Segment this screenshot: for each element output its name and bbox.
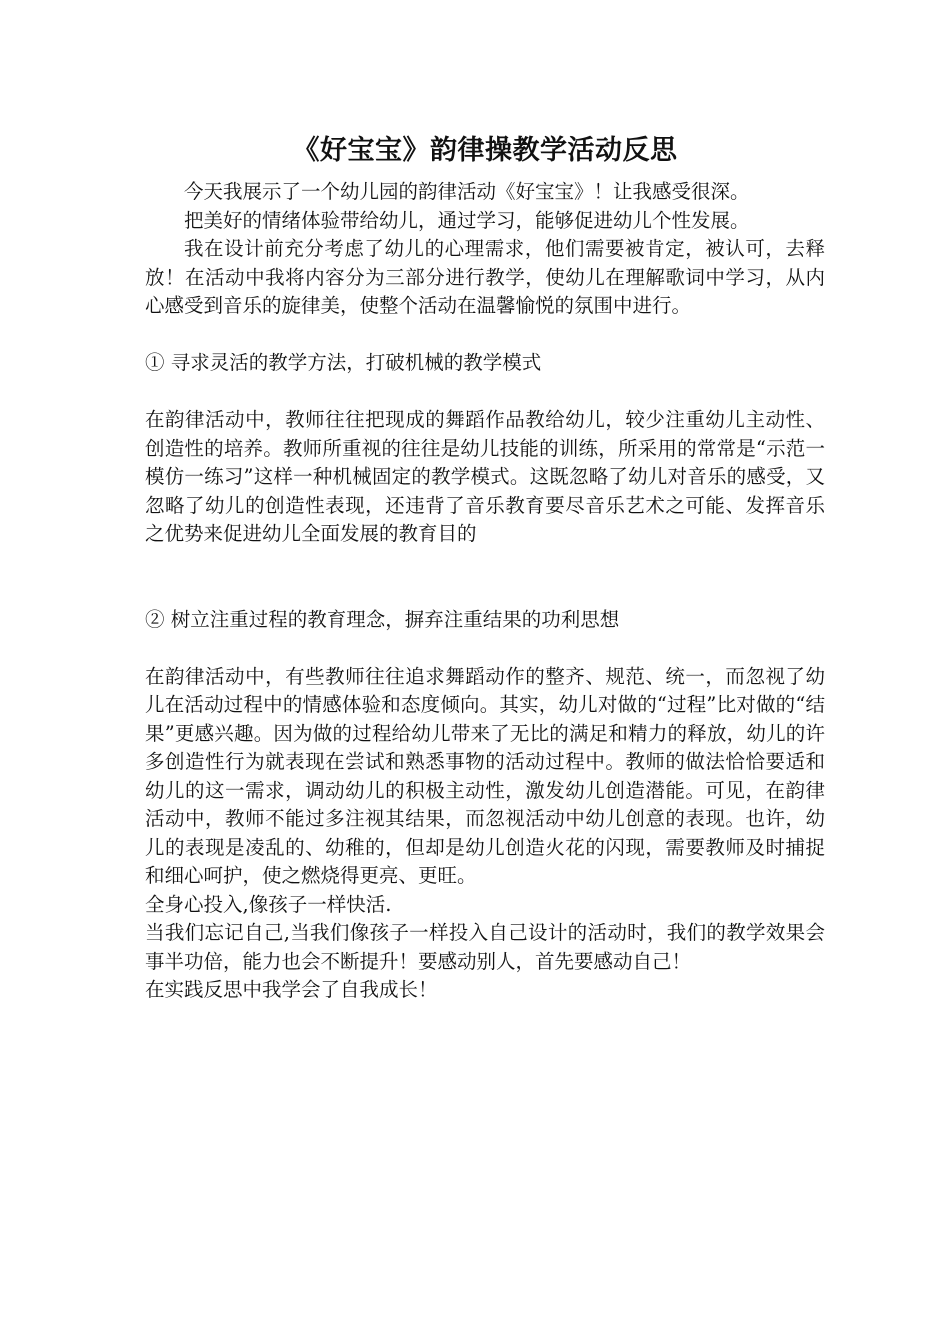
spacer <box>145 549 825 606</box>
intro-paragraph-1: 今天我展示了一个幼儿园的韵律活动《好宝宝》！让我感受很深。 <box>184 180 750 203</box>
section-2-body: 在韵律活动中，有些教师往往追求舞蹈动作的整齐、规范、统一，而忽视了幼儿在活动过程中的情感体验和态度倾向。其实，幼儿对做的“过程”比对做的“结果”更感兴趣。因为做的过程给幼儿带来了无比的满足和精力的释放，幼儿的许多创造性行为就表现在尝试和熟悉事物的活动过程中。教师的做法恰恰要适和幼儿的这一需求，调动幼儿的积极主动性，激发幼儿创造潜能。可见，在韵律活动中，教师不能过多注视其结果，而忽视活动中幼儿创意的表现。也许，幼儿的表现是凌乱的、幼稚的，但却是幼儿创造火花的闪现，需要教师及时捕捉和细心呵护，使之燃烧得更亮、更旺。 <box>145 664 825 887</box>
section-2-heading: ② 树立注重过程的教育理念，摒弃注重结果的功利思想 <box>145 607 620 631</box>
intro-paragraph-2: 把美好的情绪体验带给幼儿，通过学习，能够促进幼儿个性发展。 <box>184 208 750 232</box>
closing-line-3: 在实践反思中我学会了自我成长！ <box>145 978 438 1001</box>
section-1-body: 在韵律活动中，教师往往把现成的舞蹈作品教给幼儿，较少注重幼儿主动性、创造性的培养。教师所重视的往往是幼儿技能的训练，所采用的常常是“示范一模仿一练习”这样一种机械固定的教学模式。这既忽略了幼儿对音乐的感受，又忽略了幼儿的创造性表现，还违背了音乐教育要尽音乐艺术之可能、发挥音乐之优势来促进幼儿全面发展的教育目的 <box>145 408 825 545</box>
spacer <box>145 634 825 663</box>
spacer <box>145 378 825 407</box>
document-body <box>145 130 825 1005</box>
section-1-heading: ① 寻求灵活的教学方法，打破机械的教学模式 <box>145 351 542 374</box>
closing-line-1: 全身心投入,像孩子一样快活. <box>145 892 392 916</box>
document-title: 《好宝宝》韵律操教学活动反思 <box>292 135 678 166</box>
closing-line-2: 当我们忘记自己,当我们像孩子一样投入自己设计的活动时，我们的教学效果会事半功倍，能力也会不断提升！要感动别人，首先要感动自己！ <box>145 921 825 973</box>
intro-paragraph-3: 我在设计前充分考虑了幼儿的心理需求，他们需要被肯定，被认可，去释放！在活动中我将内容分为三部分进行教学，使幼儿在理解歌词中学习，从内心感受到音乐的旋律美，使整个活动在温馨愉悦的氛围中进行。 <box>145 237 825 317</box>
spacer <box>145 321 825 350</box>
